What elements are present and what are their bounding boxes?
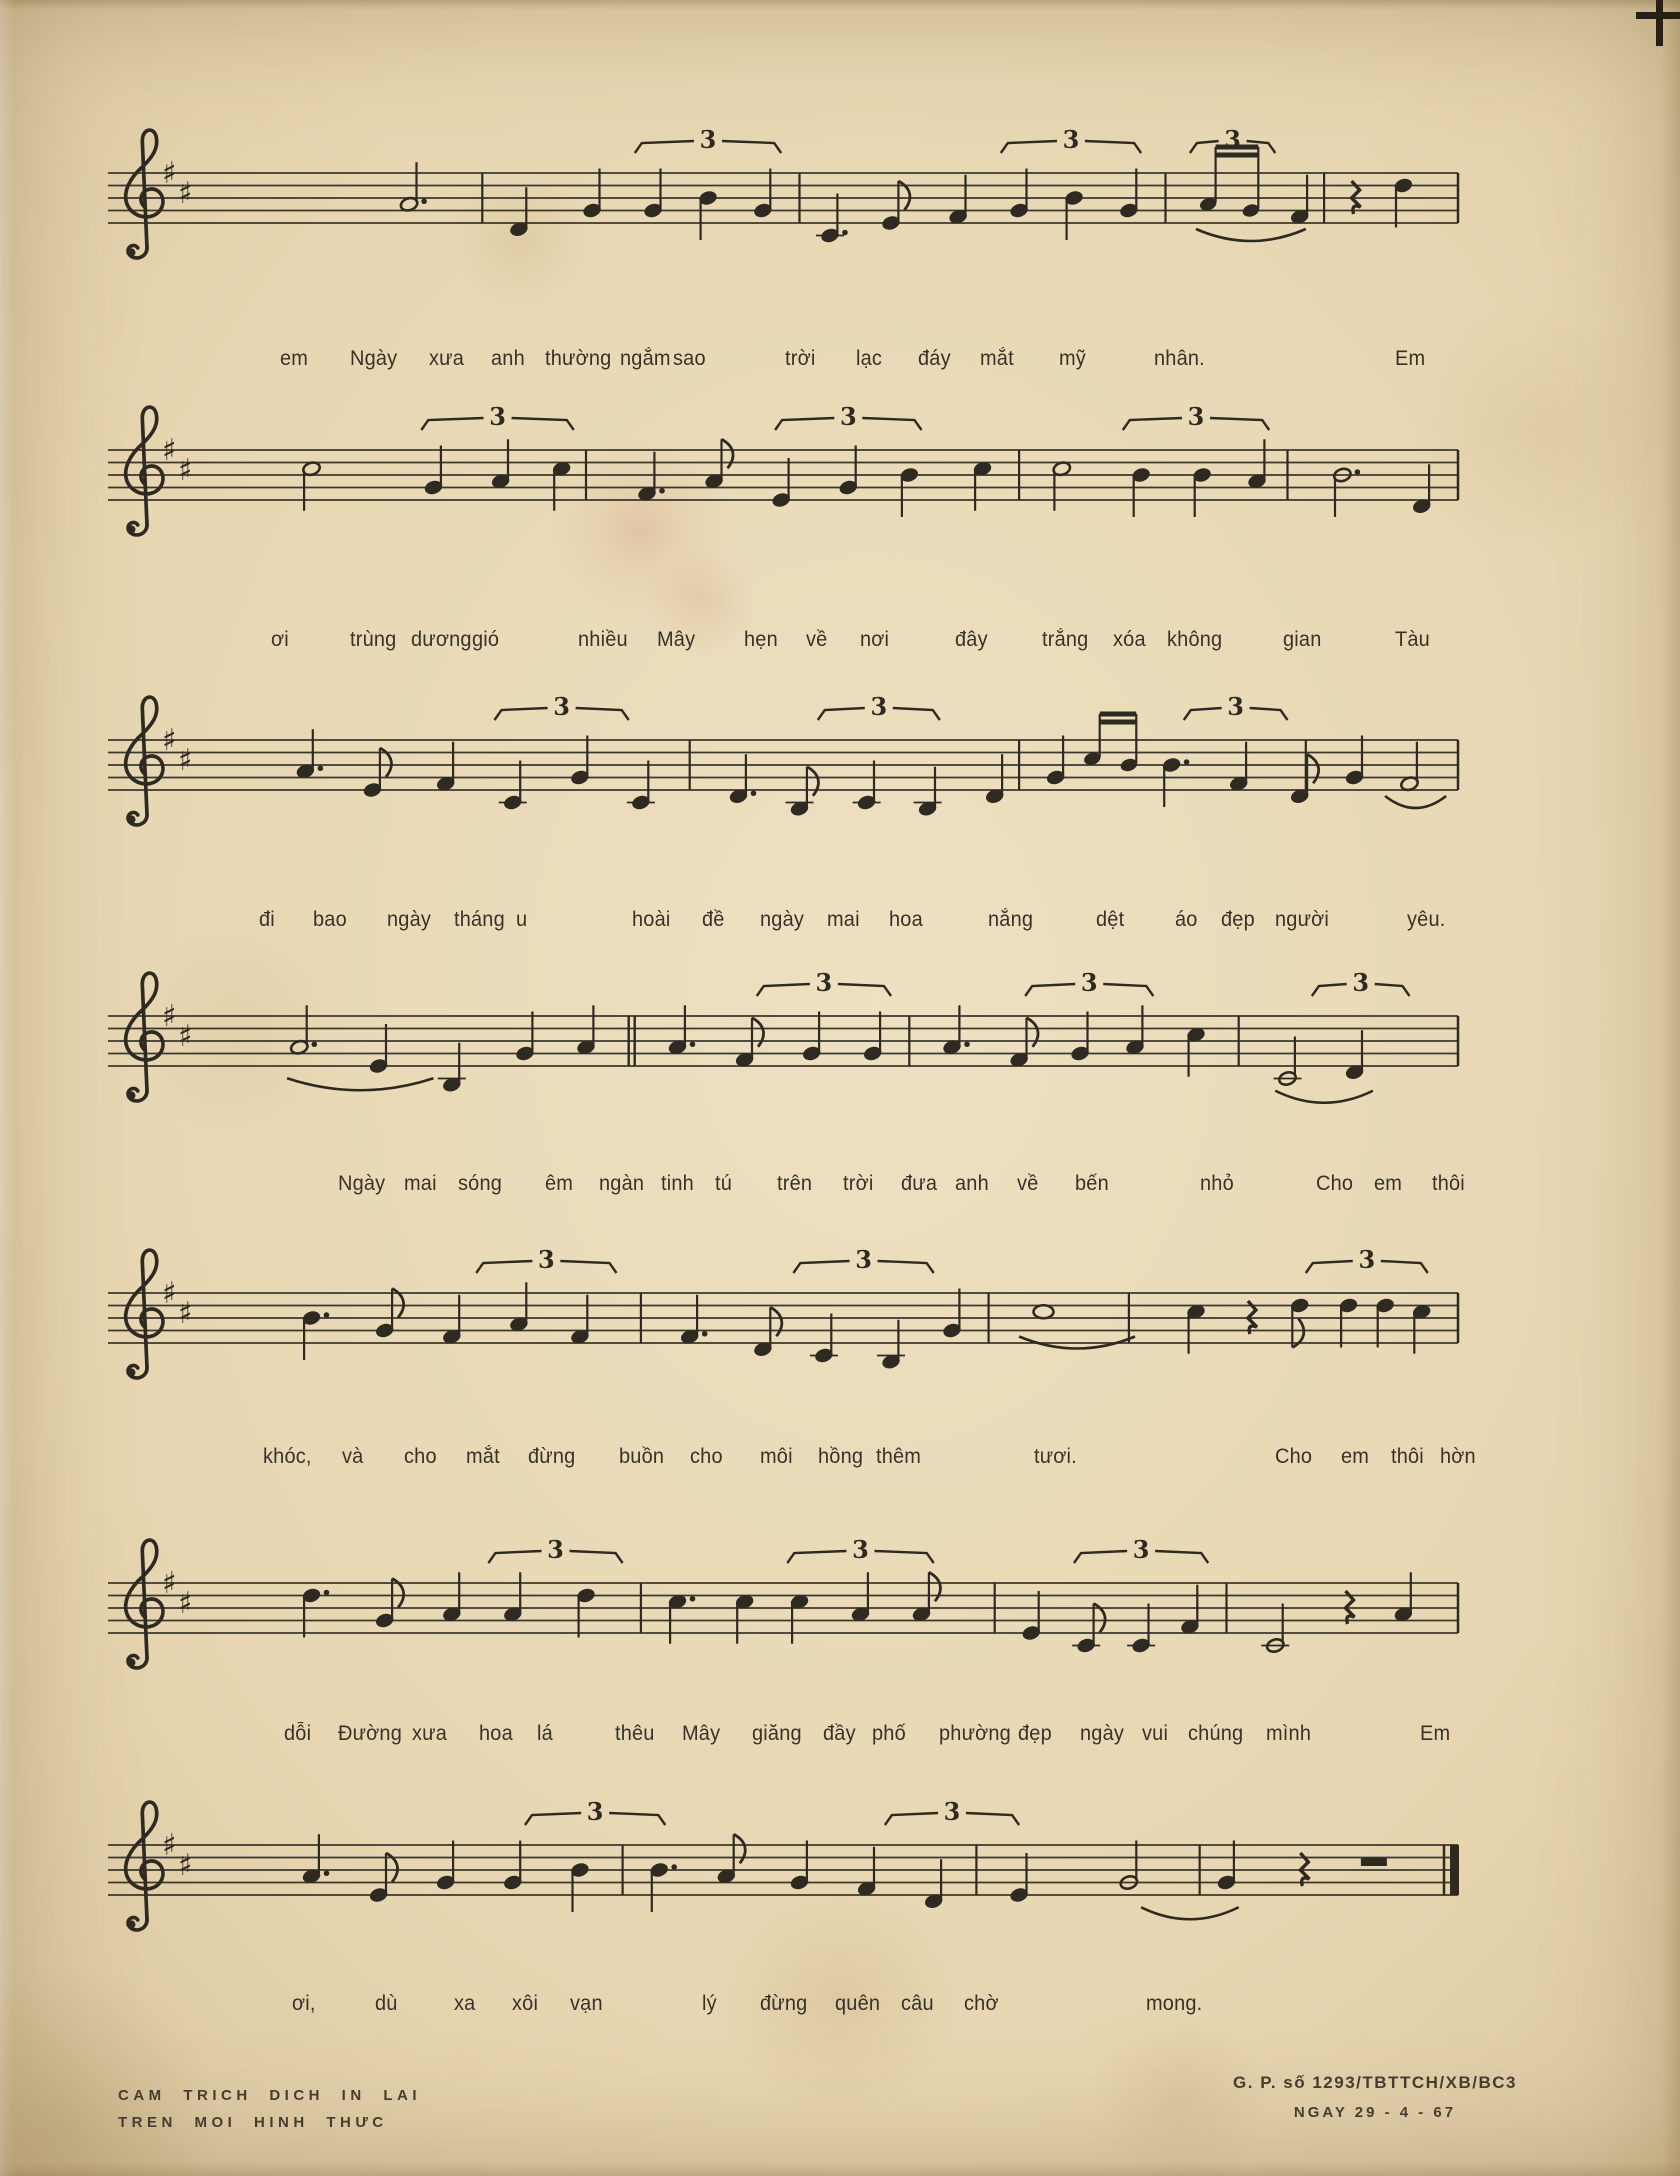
sharp-sign: ♯ (162, 723, 177, 758)
triplet-number: 3 (1227, 692, 1245, 721)
lyric-line-7 (0, 1992, 1680, 2032)
eighth-flag (722, 439, 734, 468)
lyric-word: đưa (901, 1172, 938, 1195)
triplet-number: 3 (1224, 125, 1241, 154)
lyric-word: đừng (760, 1992, 808, 2015)
lyric-word: thêm (876, 1445, 922, 1468)
lyric-word: nắng (988, 908, 1034, 931)
lyric-word: phố (872, 1722, 906, 1745)
lyric-word: ngày (387, 908, 432, 931)
lyric-word: nhiều (578, 628, 628, 651)
staff-system-6 (100, 1513, 1470, 1703)
lyric-word: mai (404, 1172, 437, 1195)
lyric-word: thôi (1432, 1172, 1465, 1195)
lyric-word: ơi, (292, 1992, 316, 2015)
lyric-word: Mây (682, 1722, 721, 1745)
eighth-flag (752, 1018, 764, 1047)
lyric-word: gian (1283, 628, 1322, 651)
lyric-word: không (1167, 628, 1223, 651)
sharp-sign: ♯ (162, 1566, 177, 1601)
note-head (1034, 1305, 1054, 1318)
lyric-word: lá (537, 1722, 553, 1745)
lyric-word: thường (545, 347, 612, 370)
lyric-word: đừng (528, 1445, 576, 1468)
lyric-word: xưa (412, 1722, 448, 1745)
eighth-flag (929, 1572, 941, 1601)
lyric-word: sao (673, 347, 706, 370)
lyric-word: thêu (615, 1722, 655, 1745)
lyric-word: đề (702, 908, 725, 931)
triplet-number: 3 (870, 692, 888, 721)
triplet-number: 3 (699, 125, 717, 154)
lyric-word: bao (313, 908, 347, 931)
lyric-word: dương (411, 628, 472, 651)
staff-system-4 (100, 946, 1470, 1136)
lyric-word: áo (1175, 908, 1198, 931)
lyric-word: tươi. (1034, 1445, 1077, 1468)
lyric-word: đây (955, 628, 988, 651)
lyric-word: nhỏ (1200, 1172, 1234, 1195)
sharp-sign: ♯ (178, 1586, 193, 1621)
lyric-word: nhân. (1154, 347, 1205, 370)
lyric-word: quên (835, 1992, 881, 2015)
lyric-word: môi (760, 1445, 793, 1468)
lyric-word: dệt (1096, 908, 1125, 931)
lyric-word: và (342, 1445, 364, 1468)
sharp-sign: ♯ (162, 156, 177, 191)
eighth-flag (1307, 754, 1319, 783)
lyric-word: mắt (980, 347, 1014, 370)
lyric-word: Đường (338, 1722, 402, 1745)
lyric-word: phường (939, 1722, 1011, 1745)
lyric-word: thôi (1391, 1445, 1424, 1468)
triplet-number: 3 (537, 1245, 555, 1274)
lyric-word: người (1275, 908, 1330, 931)
sharp-sign: ♯ (178, 743, 193, 778)
sharp-sign: ♯ (178, 176, 193, 211)
lyric-word: em (1374, 1172, 1403, 1195)
tie-slur (1385, 796, 1446, 808)
triplet-number: 3 (489, 402, 506, 431)
lyric-word: dù (375, 1992, 398, 2015)
footer-right-line2: NGAY 29 - 4 - 67 (1293, 2104, 1457, 2121)
lyric-word: mong. (1146, 1992, 1203, 2015)
triplet-number: 3 (1187, 402, 1205, 431)
triplet-number: 3 (547, 1535, 564, 1564)
lyric-word: tinh (661, 1172, 694, 1195)
staff-system-5 (100, 1223, 1470, 1413)
triplet-number: 3 (943, 1797, 961, 1826)
tie-slur (287, 1078, 433, 1090)
lyric-word: xưa (429, 347, 465, 370)
lyric-word: anh (491, 347, 525, 370)
lyric-word: Ngày (338, 1172, 386, 1195)
lyric-word: hẹn (744, 628, 778, 651)
lyric-word: hờn (1440, 1445, 1476, 1468)
lyric-word: đẹp (1018, 1722, 1052, 1745)
lyric-word: lạc (856, 347, 883, 370)
staff-system-3 (100, 670, 1470, 860)
lyric-word: ngắm (620, 347, 671, 370)
lyric-word: đẹp (1221, 908, 1255, 931)
staff-system-2 (100, 380, 1470, 570)
treble-clef-icon (126, 697, 163, 825)
lyric-word: hoa (479, 1722, 513, 1745)
triplet-number: 3 (1358, 1245, 1376, 1274)
lyric-word: em (1341, 1445, 1370, 1468)
sharp-sign: ♯ (178, 1848, 193, 1883)
lyric-word: lý (702, 1992, 717, 2015)
lyric-word: em (280, 347, 309, 370)
tie-slur (1196, 229, 1306, 241)
lyric-word: hoài (632, 908, 671, 931)
lyric-word: dỗi (284, 1722, 312, 1745)
treble-clef-icon (126, 1802, 163, 1930)
treble-clef-icon (126, 973, 163, 1101)
lyric-word: cho (404, 1445, 437, 1468)
lyric-word: khóc, (263, 1445, 312, 1468)
lyric-word: nơi (860, 628, 890, 651)
lyric-word: trời (843, 1172, 874, 1195)
lyric-word: sóng (458, 1172, 503, 1195)
lyric-word: trời (785, 347, 816, 370)
sharp-sign: ♯ (178, 453, 193, 488)
registration-cross-icon (1636, 0, 1680, 46)
lyric-word: anh (955, 1172, 989, 1195)
lyric-word: trùng (350, 628, 397, 651)
sharp-sign: ♯ (162, 999, 177, 1034)
lyric-word: về (806, 628, 828, 651)
lyric-word: Ngày (350, 347, 398, 370)
lyric-word: đi (259, 908, 275, 931)
lyric-word: đáy (918, 347, 951, 370)
lyric-word: ngày (760, 908, 805, 931)
triplet-number: 3 (1080, 968, 1098, 997)
sharp-sign: ♯ (178, 1296, 193, 1331)
lyric-word: bến (1075, 1172, 1109, 1195)
sharp-sign: ♯ (162, 1276, 177, 1311)
treble-clef-icon (126, 130, 163, 258)
lyric-word: êm (545, 1172, 574, 1195)
sharp-sign: ♯ (162, 1828, 177, 1863)
lyric-word: Em (1420, 1722, 1451, 1745)
lyric-line-5 (0, 1445, 1680, 1485)
lyric-word: xôi (512, 1992, 539, 2015)
triplet-number: 3 (586, 1797, 604, 1826)
tie-slur (1141, 1907, 1239, 1919)
treble-clef-icon (126, 1540, 163, 1668)
triplet-number: 3 (815, 968, 833, 997)
half-rest (1361, 1858, 1387, 1866)
lyric-word: cho (690, 1445, 723, 1468)
lyric-word: về (1017, 1172, 1039, 1195)
lyric-word: hồng (818, 1445, 864, 1468)
eighth-flag (807, 767, 819, 796)
lyric-word: ngày (1080, 1722, 1125, 1745)
lyric-word: mình (1266, 1722, 1312, 1745)
lyric-word: mắt (466, 1445, 500, 1468)
lyric-word: trên (777, 1172, 813, 1195)
lyric-word: tháng (454, 908, 505, 931)
lyric-line-4 (0, 1172, 1680, 1212)
footer-left-line1: CAM TRICH DICH IN LAI (118, 2087, 421, 2104)
lyric-word: Cho (1316, 1172, 1354, 1195)
lyric-word: hoa (889, 908, 923, 931)
staff-system-1 (100, 103, 1470, 293)
lyric-word: Mây (657, 628, 696, 651)
lyric-line-3 (0, 908, 1680, 948)
eighth-flag (1027, 1018, 1039, 1047)
lyric-word: buồn (619, 1445, 665, 1468)
lyric-word: giăng (752, 1722, 802, 1745)
eighth-flag (734, 1834, 746, 1863)
treble-clef-icon (126, 407, 163, 535)
lyric-word: vạn (570, 1992, 603, 2015)
lyric-line-1 (0, 347, 1680, 387)
eighth-flag (770, 1307, 782, 1336)
lyric-word: u (516, 908, 528, 931)
lyric-word: Tàu (1395, 628, 1430, 651)
lyric-word: tú (715, 1172, 733, 1195)
triplet-number: 3 (839, 402, 857, 431)
sharp-sign: ♯ (178, 1019, 193, 1054)
footer-left-line2: TREN MOI HINH THƯC (118, 2114, 388, 2131)
footer-right-line1: G. P. số 1293/TBTTCH/XB/BC3 (1233, 2073, 1517, 2092)
tie-slur (1275, 1091, 1373, 1103)
lyric-line-2 (0, 628, 1680, 668)
lyric-word: gió (472, 628, 500, 651)
lyric-word: vui (1142, 1722, 1169, 1745)
lyric-word: mai (827, 908, 860, 931)
lyric-word: yêu. (1407, 908, 1446, 931)
lyric-word: mỹ (1059, 347, 1086, 370)
footer-right-permit (1165, 2068, 1585, 2128)
lyric-word: đầy (823, 1722, 856, 1745)
lyric-word: trắng (1042, 628, 1089, 651)
lyric-word: Cho (1275, 1445, 1313, 1468)
triplet-number: 3 (1062, 125, 1080, 154)
lyric-word: chúng (1188, 1722, 1244, 1745)
lyric-word: ngàn (599, 1172, 645, 1195)
triplet-number: 3 (1132, 1535, 1150, 1564)
lyric-word: Em (1395, 347, 1426, 370)
treble-clef-icon (126, 1250, 163, 1378)
sharp-sign: ♯ (162, 433, 177, 468)
lyric-word: ơi (271, 628, 289, 651)
triplet-number: 3 (1352, 968, 1370, 997)
lyric-word: chờ (964, 1992, 999, 2015)
lyric-word: câu (901, 1992, 934, 2015)
staff-system-7 (100, 1775, 1470, 1965)
triplet-number: 3 (553, 692, 570, 721)
lyric-word: xóa (1113, 628, 1146, 651)
lyric-word: xa (454, 1992, 476, 2015)
triplet-number: 3 (852, 1535, 869, 1564)
lyric-line-6 (0, 1722, 1680, 1762)
triplet-number: 3 (855, 1245, 872, 1274)
footer-left-notice (118, 2082, 421, 2136)
